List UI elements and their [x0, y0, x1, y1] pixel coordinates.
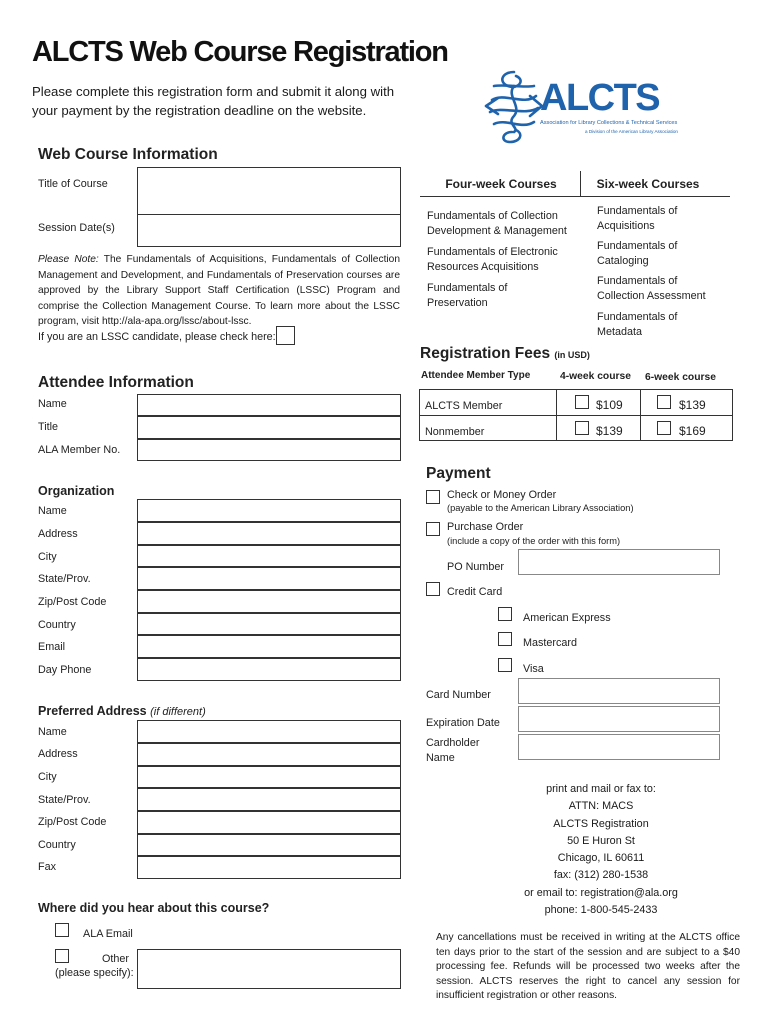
org-zip-label: Zip/Post Code	[38, 596, 107, 608]
attendee-name-label: Name	[38, 398, 67, 410]
pref-name-input[interactable]	[137, 720, 401, 743]
session-dates-label: Session Date(s)	[38, 222, 115, 234]
preferred-address-heading	[38, 704, 206, 718]
page-title: ALCTS Web Course Registration	[32, 36, 448, 68]
title-of-course-input[interactable]	[137, 167, 401, 215]
check-money-order-checkbox[interactable]	[426, 490, 440, 504]
pref-zip-label: Zip/Post Code	[38, 816, 107, 828]
visa-label: Visa	[523, 663, 544, 675]
org-state-input[interactable]	[137, 567, 401, 590]
org-address-input[interactable]	[137, 522, 401, 545]
contact-line-1: print and mail or fax to:	[546, 783, 656, 795]
attendee-heading: Attendee Information	[38, 374, 194, 391]
preferred-address-note: (if different)	[150, 706, 206, 718]
registration-fees-title: Registration Fees	[420, 345, 551, 362]
ala-email-label: ALA Email	[83, 928, 133, 940]
ala-member-no-input[interactable]	[137, 439, 401, 461]
pref-zip-input[interactable]	[137, 811, 401, 834]
org-country-label: Country	[38, 619, 76, 631]
six-week-course-4: Fundamentals of Metadata	[597, 311, 678, 338]
visa-checkbox[interactable]	[498, 658, 512, 672]
fee-member-6week-checkbox[interactable]	[657, 395, 671, 409]
fees-col-divider-1	[556, 389, 557, 441]
four-week-course-3: Fundamentals of Preservation	[427, 282, 508, 309]
org-country-input[interactable]	[137, 613, 401, 635]
session-dates-input[interactable]	[137, 214, 401, 247]
payment-heading: Payment	[426, 465, 491, 482]
fees-row-divider	[419, 415, 733, 416]
fees-row-nonmember-type: Nonmember	[425, 426, 485, 438]
cancellation-policy: Any cancellations must be received in writing at the ALCTS office ten days prior to the start of the session and are subject to a $40 processing fee. Refunds will be processed two weeks after the session. ALCTS reserves the right to cancel any session for insufficient registration or other reasons.	[436, 932, 740, 1001]
check-money-order-label: Check or Money Order	[447, 489, 557, 501]
contact-line-7: or email to: registration@ala.org	[524, 886, 678, 899]
logo-division: a Division of the American Library Association	[585, 129, 678, 134]
alcts-logo-text: ALCTS	[540, 77, 660, 119]
pref-fax-input[interactable]	[137, 856, 401, 879]
other-specify-label: (please specify):	[55, 967, 134, 979]
mastercard-label: Mastercard	[523, 637, 578, 649]
fee-member-4week-checkbox[interactable]	[575, 395, 589, 409]
org-address-label: Address	[38, 528, 78, 540]
note-body: The Fundamentals of Acquisitions, Fundamentals of Collection Management and Development, and Fundamentals of Preservation courses are approved by the Library Support Staff Certification (LSSC) Program and comprise the Collection Management Course. To learn more about the LSSC program, visit http://ala-apa.org/lssc/about-lssc.	[38, 254, 400, 327]
purchase-order-checkbox[interactable]	[426, 522, 440, 536]
fee-nonmember-6week: $169	[679, 424, 706, 438]
hear-heading: Where did you hear about this course?	[38, 901, 270, 915]
credit-card-checkbox[interactable]	[426, 582, 440, 596]
pref-address-label: Address	[38, 748, 78, 760]
intro-text: Please complete this registration form and submit it along with your payment by the registration deadline on the website.	[32, 84, 395, 118]
web-course-heading: Web Course Information	[38, 146, 218, 163]
four-week-course-2: Fundamentals of Electronic Resources Acquisitions	[427, 246, 558, 273]
alcts-logo-emblem-icon	[484, 66, 544, 146]
title-of-course-label: Title of Course	[38, 178, 108, 190]
ala-email-checkbox[interactable]	[55, 923, 69, 937]
fees-col-6week: 6-week course	[645, 372, 716, 383]
cardholder-name-input[interactable]	[518, 734, 720, 760]
contact-line-8: phone: 1-800-545-2433	[544, 904, 658, 917]
attendee-title-input[interactable]	[137, 416, 401, 439]
six-week-course-3: Fundamentals of Collection Assessment	[597, 275, 706, 302]
org-zip-input[interactable]	[137, 590, 401, 613]
note-prefix: Please Note:	[38, 254, 99, 265]
fee-nonmember-4week: $139	[596, 424, 623, 438]
pref-country-input[interactable]	[137, 834, 401, 856]
pref-country-label: Country	[38, 839, 76, 851]
amex-label: American Express	[523, 612, 611, 624]
fees-row-member-type: ALCTS Member	[425, 400, 503, 412]
contact-block	[470, 781, 732, 919]
registration-fees-heading	[420, 345, 590, 363]
fee-member-4week: $109	[596, 398, 623, 412]
fees-col-4week: 4-week course	[560, 371, 631, 382]
four-week-heading: Four-week Courses	[445, 177, 557, 191]
four-week-course-1: Fundamentals of Collection Development & Management	[427, 210, 567, 237]
fees-unit: (in USD)	[554, 350, 590, 360]
expiration-date-input[interactable]	[518, 706, 720, 732]
lssc-candidate-label: If you are an LSSC candidate, please check here:	[38, 331, 276, 343]
purchase-order-note: (include a copy of the order with this form)	[447, 536, 621, 546]
attendee-title-label: Title	[38, 421, 58, 433]
organization-heading: Organization	[38, 484, 115, 498]
six-week-heading: Six-week Courses	[596, 177, 700, 191]
pref-state-input[interactable]	[137, 788, 401, 811]
org-name-label: Name	[38, 505, 67, 517]
org-day-phone-input[interactable]	[137, 658, 401, 681]
logo-tagline: Association for Library Collections & Technical Services	[540, 120, 678, 126]
org-email-label: Email	[38, 641, 65, 653]
expiration-date-label: Expiration Date	[426, 717, 500, 729]
org-day-phone-label: Day Phone	[38, 664, 92, 676]
contact-line-6: fax: (312) 280-1538	[553, 869, 649, 882]
fee-member-6week: $139	[679, 398, 706, 412]
pref-city-input[interactable]	[137, 766, 401, 788]
check-money-order-note: (payable to the American Library Association)	[447, 503, 634, 513]
amex-checkbox[interactable]	[498, 607, 512, 621]
fee-nonmember-4week-checkbox[interactable]	[575, 421, 589, 435]
contact-line-4: 50 E Huron St	[567, 834, 635, 847]
lssc-note	[38, 252, 400, 330]
fees-col-divider-2	[640, 389, 641, 441]
pref-name-label: Name	[38, 726, 67, 738]
pref-address-input[interactable]	[137, 743, 401, 766]
org-name-input[interactable]	[137, 499, 401, 522]
org-email-input[interactable]	[137, 635, 401, 658]
card-number-input[interactable]	[518, 678, 720, 704]
pref-city-label: City	[38, 771, 57, 783]
other-specify-input[interactable]	[137, 949, 401, 989]
org-city-label: City	[38, 551, 57, 563]
lssc-candidate-checkbox[interactable]	[276, 326, 295, 345]
po-number-label: PO Number	[447, 561, 504, 573]
credit-card-label: Credit Card	[447, 586, 503, 598]
ala-member-no-label: ALA Member No.	[38, 444, 121, 456]
cardholder-name-label: Cardholder Name	[426, 737, 480, 764]
preferred-address-title: Preferred Address	[38, 704, 147, 718]
pref-state-label: State/Prov.	[38, 794, 91, 806]
org-state-label: State/Prov.	[38, 573, 91, 585]
contact-line-5: Chicago, IL 60611	[557, 852, 645, 865]
contact-line-3: ALCTS Registration	[553, 817, 649, 830]
pref-fax-label: Fax	[38, 861, 56, 873]
six-week-course-2: Fundamentals of Cataloging	[597, 240, 678, 267]
courses-header-rule	[420, 196, 730, 197]
purchase-order-label: Purchase Order	[447, 521, 524, 533]
org-city-input[interactable]	[137, 545, 401, 567]
card-number-label: Card Number	[426, 689, 491, 701]
six-week-course-1: Fundamentals of Acquisitions	[597, 205, 678, 232]
other-label: Other	[102, 953, 130, 965]
attendee-name-input[interactable]	[137, 394, 401, 416]
fee-nonmember-6week-checkbox[interactable]	[657, 421, 671, 435]
fees-col-type: Attendee Member Type	[421, 370, 531, 381]
mastercard-checkbox[interactable]	[498, 632, 512, 646]
other-checkbox[interactable]	[55, 949, 69, 963]
po-number-input[interactable]	[518, 549, 720, 575]
courses-column-divider	[580, 171, 581, 196]
contact-line-2: ATTN: MACS	[568, 800, 634, 813]
